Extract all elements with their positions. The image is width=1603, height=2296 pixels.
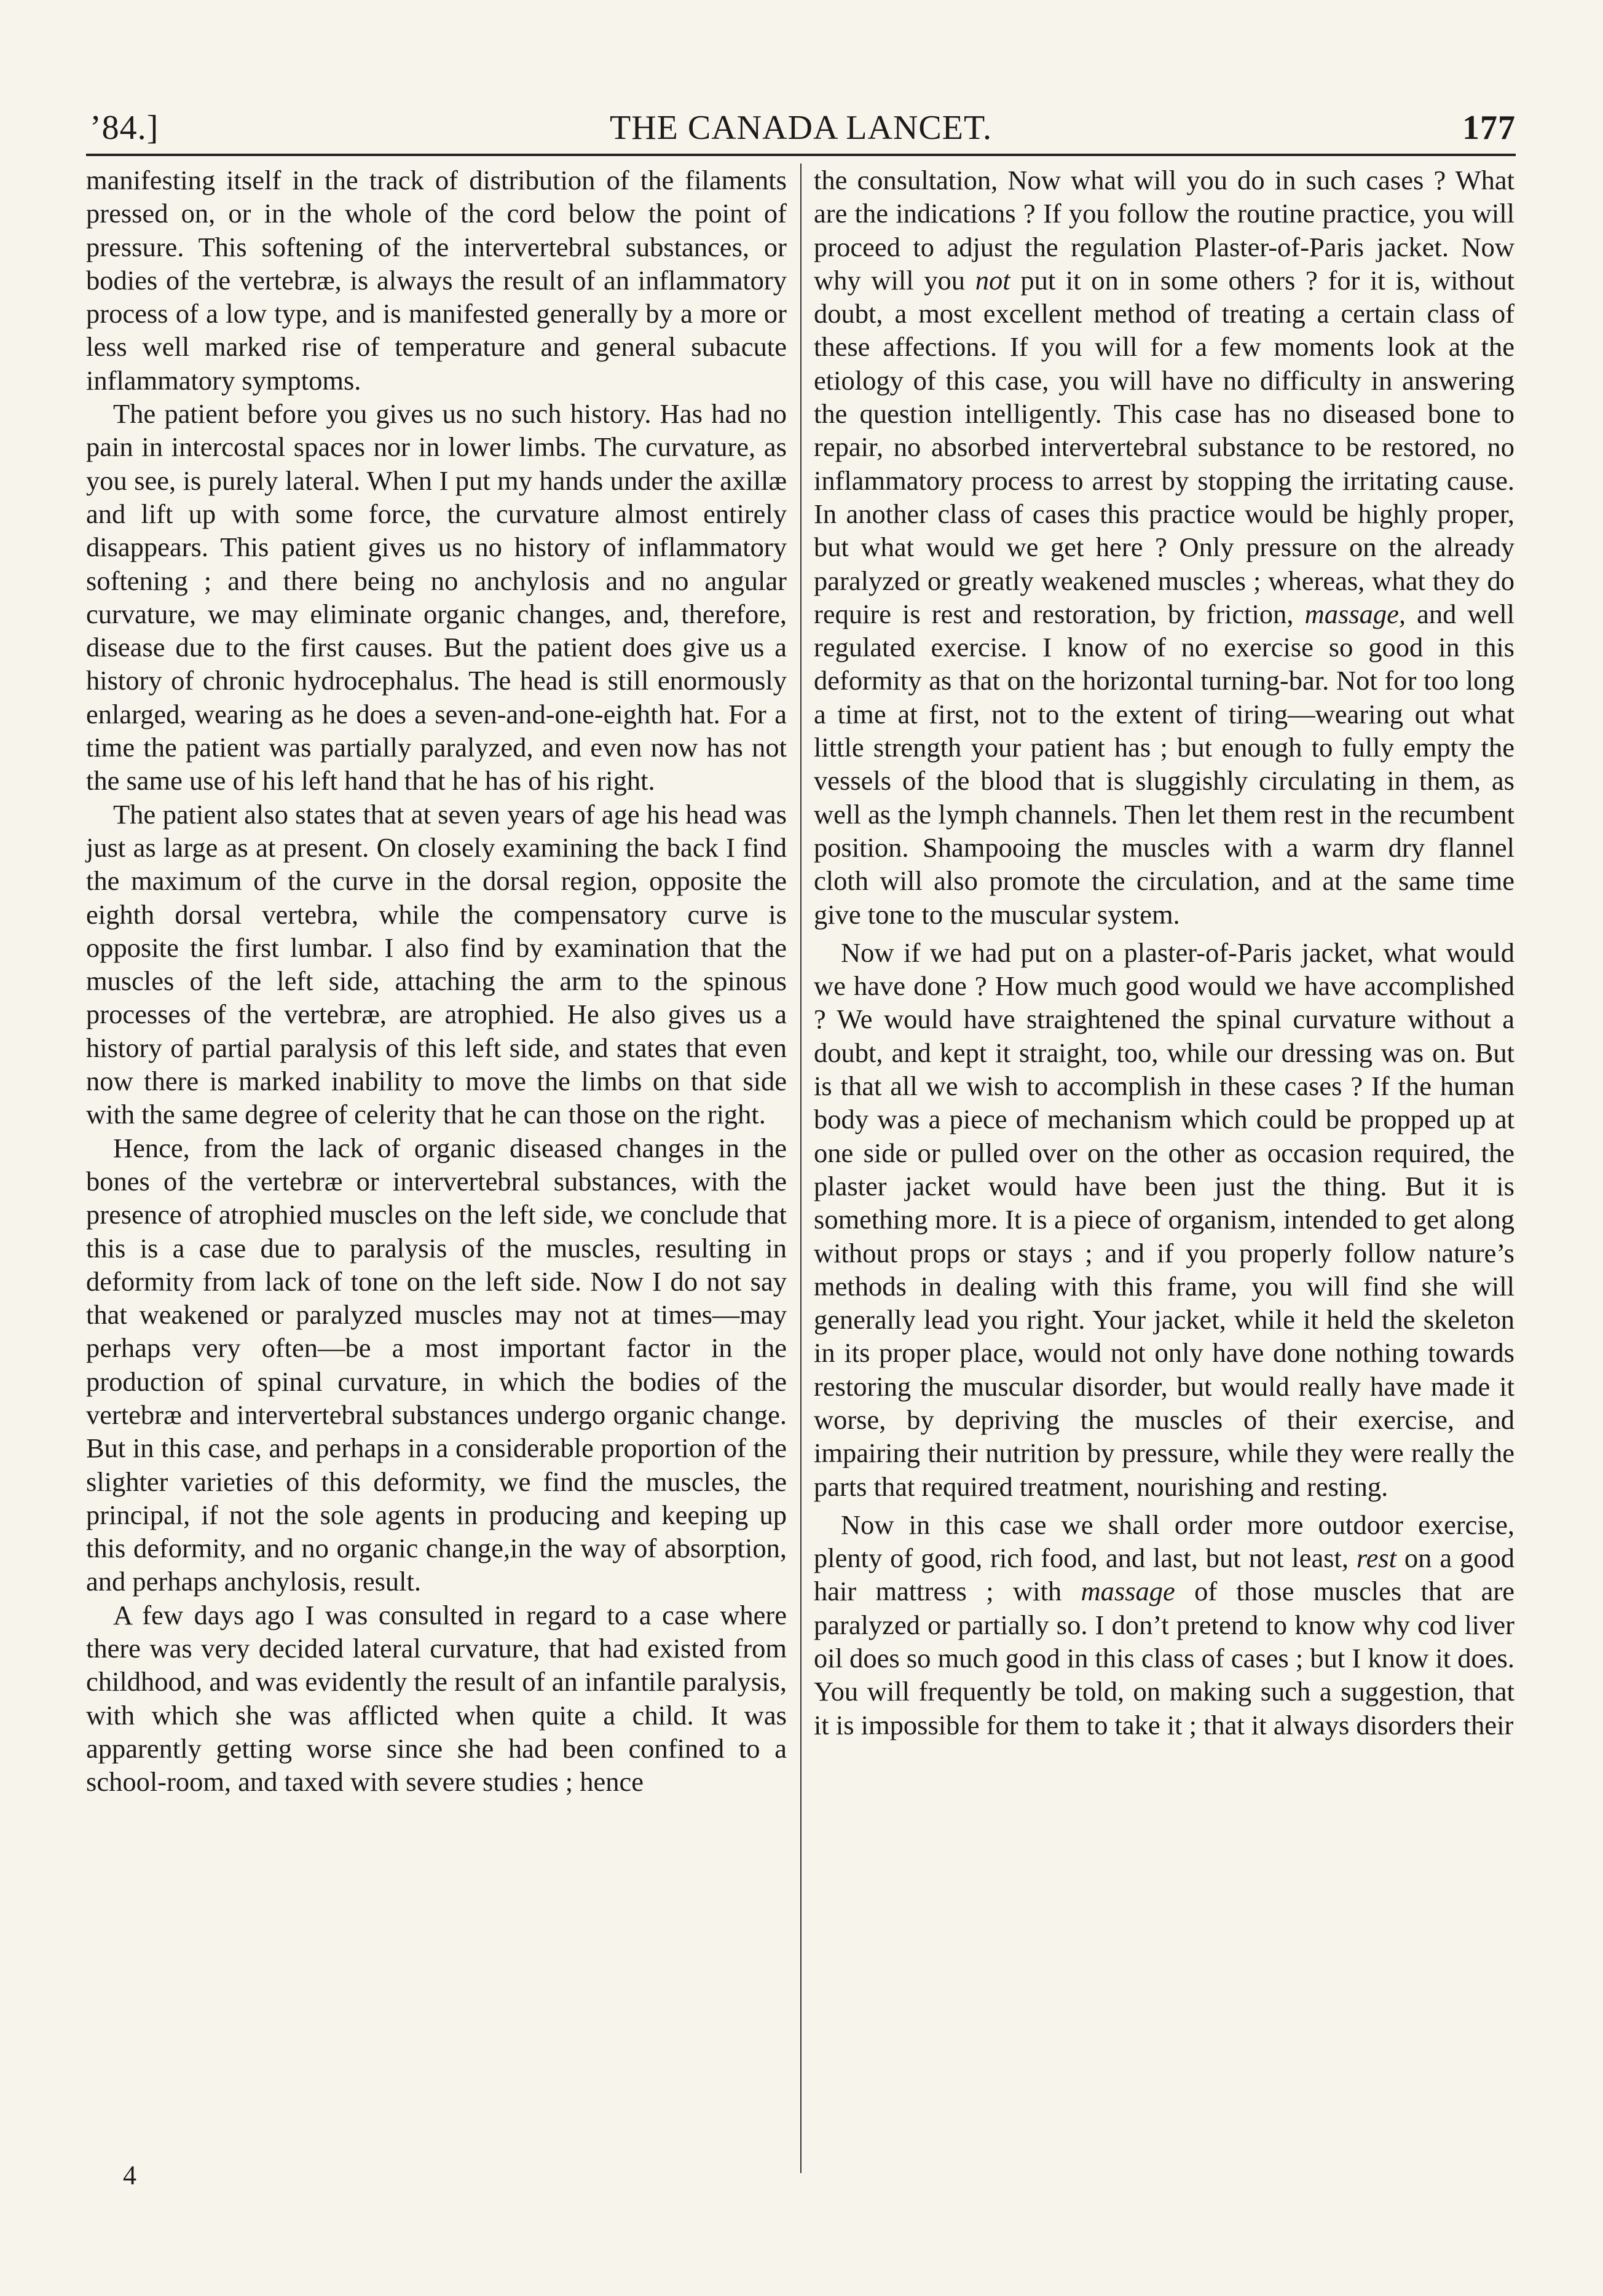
journal-page <box>86 92 1516 2190</box>
volume-marker: ’84.] <box>90 109 159 147</box>
italic-text: massage, <box>1304 598 1406 629</box>
italic-text: not <box>975 264 1010 296</box>
paragraph <box>814 163 1514 931</box>
paragraph: Hence, from the lack of organic diseased changes in the bones of the vertebræ or intervertebral substances, with the presence of atrophied muscles on the left side, we conclude that this is a case due to paralysis of the muscles, resulting in deformity from lack of tone on the left side. Now I do not say that weakened or paralyzed muscles may not at times—may perhaps very often—be a most important factor in the production of spinal curvature, in which the bodies of the vertebræ and intervertebral substances undergo organic change. But in this case, and perhaps in a considerable proportion of the slighter varieties of this deformity, we find the muscles, the principal, if not the sole agents in producing and keeping up this deformity, and no organic change,in the way of absorption, and perhaps anchylosis, result. <box>86 1132 787 1597</box>
running-header <box>86 92 1516 156</box>
right-column <box>814 163 1514 1742</box>
paragraph: The patient also states that at seven years of age his head was just as large as at present. On closely examining the back I find the maximum of the curve in the dorsal region, opposite the eighth dorsal vertebra, while the compensatory curve is opposite the first lumbar. I also find by examination that the muscles of the left side, attaching the arm to the spinous processes of the vertebræ, are atrophied. He also gives us a history of partial paralysis of this left side, and states that even now there is marked inability to move the limbs on that side with the same degree of celerity that he can those on the right. <box>86 798 787 1130</box>
text-run: of those muscles that are paralyzed or partially so. I don’t pretend to know why cod liver oil does so much good in this class of cases ; but I know it does. You will frequently be told, on making such a suggestion, that it is impossible for them to take it ; that it always disorders their <box>814 1576 1514 1740</box>
paragraph: Now if we had put on a plaster-of-Paris jacket, what would we have done ? How much good would we have accomplished ? We would have straightened the spinal curvature without a doubt, and kept it straight, too, while our dressing was on. But is that all we wish to accomplish in these cases ? If the human body was a piece of mechanism which could be propped up at one side or pulled over on the other as occasion required, the plaster jacket would have been just the thing. But it is something more. It is a piece of organism, intended to get along without props or stays ; and if you properly follow nature’s methods in dealing with this frame, you will find she will generally lead you right. Your jacket, while it held the skeleton in its proper place, would not only have done nothing towards restoring the muscular disorder, but would really have made it worse, by depriving the muscles of their exercise, and impairing their nutrition by pressure, while they were really the parts that required treatment, nourishing and resting. <box>814 937 1514 1502</box>
paragraph <box>814 1508 1514 1742</box>
text-run: and well regulated exercise. I know of no exercise so good in this deformity as that on the horizontal turning-bar. Not for too long a time at first, not to the extent of tiring—wearing out what little strength your patient has ; but enough to fully empty the vessels of the blood that is sluggishly circulating in them, as well as the lymph channels. Then let them rest in the recumbent position. Shampooing the muscles with a warm dry flannel cloth will also promote the circulation, and at the same time give tone to the muscular system. <box>814 598 1514 930</box>
text-run: put it on in some others ? for it is, without doubt, a most excellent method of treating a certain class of these affections. If you will for a few moments look at the etiology of this case, you will have no difficulty in answering the question intelligently. This case has no diseased bone to repair, no absorbed intervertebral substance to be restored, no inflammatory process to arrest by stopping the irritating cause. In another class of cases this practice would be highly proper, but what would we get here ? Only pressure on the already paralyzed or greatly weakened muscles ; whereas, what they do require is rest and restoration, by friction, <box>814 264 1514 629</box>
paragraph: The patient before you gives us no such history. Has had no pain in intercostal spaces nor in lower limbs. The curvature, as you see, is purely lateral. When I put my hands under the axillæ and lift up with some force, the curvature almost entirely disappears. This patient gives us no history of inflammatory softening ; and there being no anchylosis and no angular curvature, we may eliminate organic changes, and, therefore, disease due to the first causes. But the patient does give us a history of chronic hydrocephalus. The head is still enormously enlarged, wearing as he does a seven-and-one-eighth hat. For a time the patient was partially paralyzed, and even now has not the same use of his left hand that he has of his right. <box>86 398 787 796</box>
italic-text: rest <box>1356 1543 1397 1574</box>
italic-text: massage <box>1081 1576 1175 1607</box>
paragraph: A few days ago I was consulted in regard to a case where there was very decided lateral curvature, that had existed from childhood, and was evidently the result of an infantile paralysis, with which she was afflicted when quite a child. It was apparently getting worse since she had been confined to a school-room, and taxed with severe studies ; hence <box>86 1599 787 1798</box>
text-run: on a good hair mattress ; with <box>814 1543 1514 1607</box>
paragraph: manifesting itself in the track of distribution of the filaments pressed on, or in the whole of the cord below the point of pressure. This softening of the intervertebral substances, or bodies of the vertebræ, is always the result of an inflammatory process of a low type, and is manifested generally by a more or less well marked rise of temperature and general subacute inflammatory symptoms. <box>86 165 787 396</box>
column-divider <box>800 163 802 2173</box>
signature-mark: 4 <box>123 2160 136 2190</box>
text-run: the consultation, Now what will you do in such cases ? What are the indications ? If you follow the routine practice, you will proceed to adjust the regulation Plaster-of-Paris jacket. Now why will you <box>814 165 1514 296</box>
page-number: 177 <box>1462 109 1516 147</box>
left-column <box>86 163 787 1799</box>
journal-title: THE CANADA LANCET. <box>609 109 993 147</box>
text-run: Now in this case we shall order more outdoor exercise, plenty of good, rich food, and last, but not least, <box>814 1509 1514 1574</box>
body-columns <box>86 163 1516 2190</box>
